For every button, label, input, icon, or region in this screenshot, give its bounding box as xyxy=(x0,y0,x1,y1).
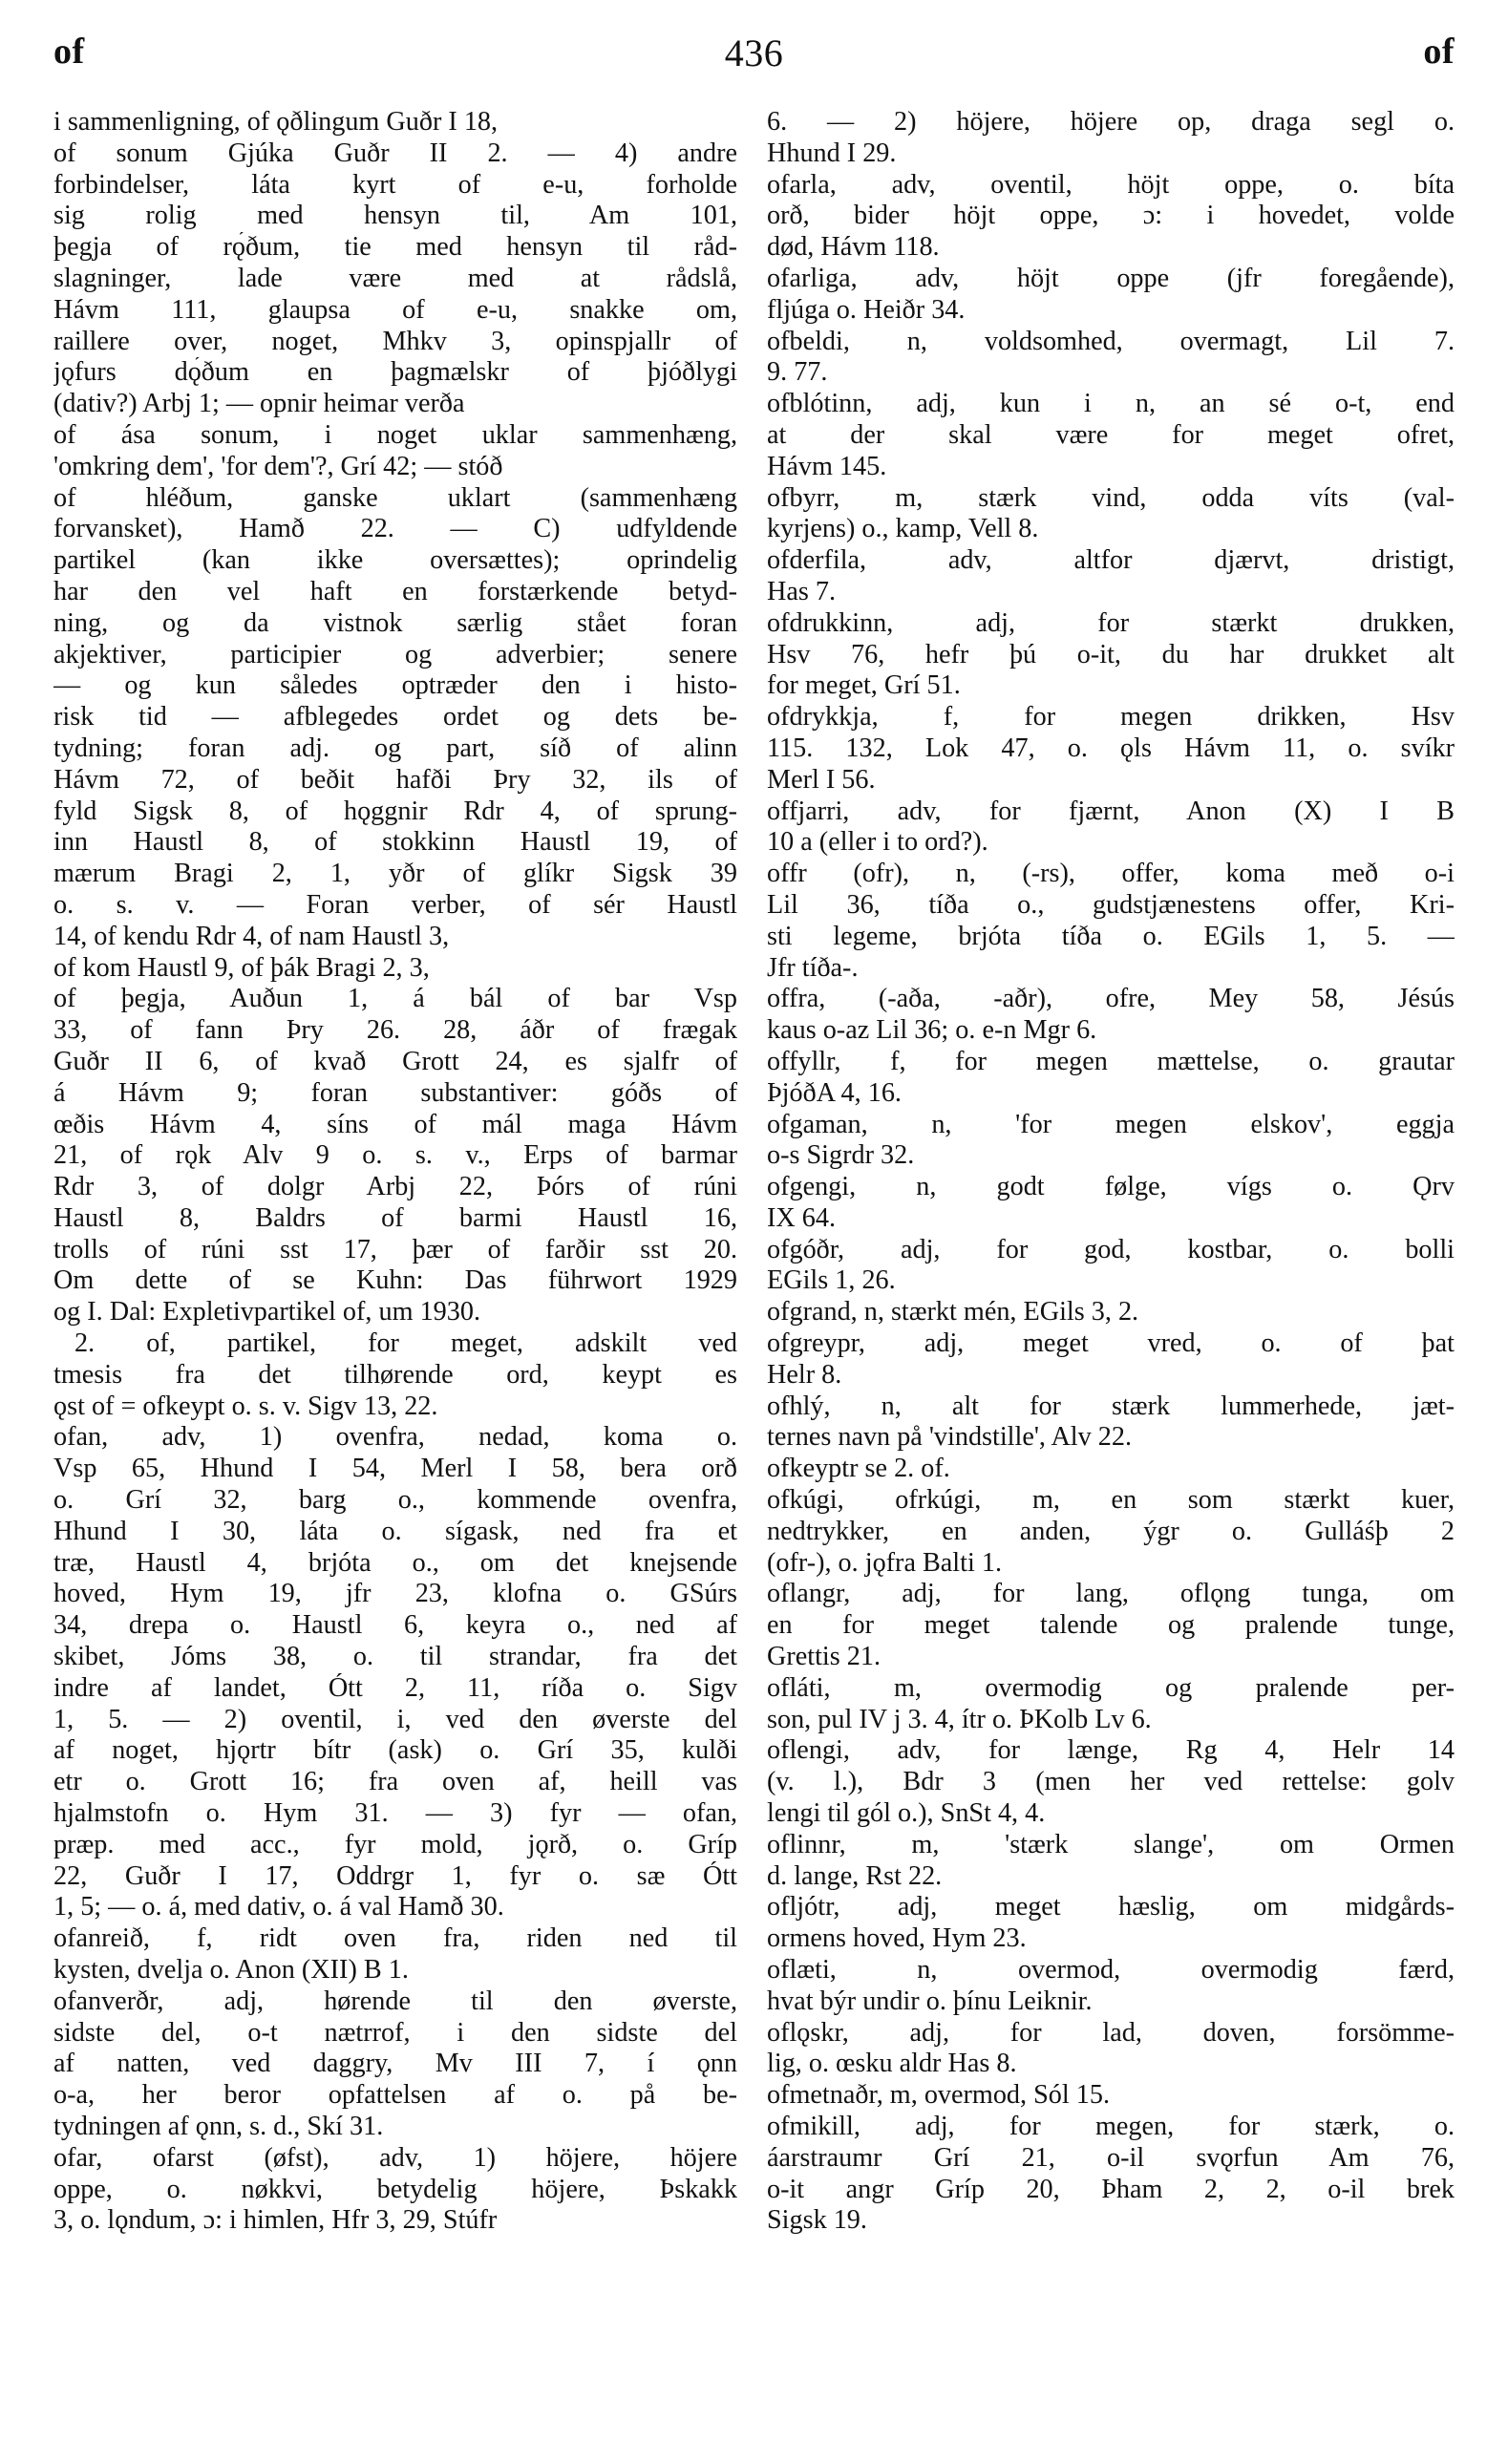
text-line: Helr 8. xyxy=(767,1359,842,1390)
text-line: sig rolig med hensyn til, Am 101, xyxy=(53,201,737,231)
text-line: þegja of rǫ́ðum, tie med hensyn til råd- xyxy=(53,232,737,263)
text-line: of kom Haustl 9, of þák Bragi 2, 3, xyxy=(53,952,430,983)
text-line: 'omkring dem', 'for dem'?, Grí 42; — stóð xyxy=(53,451,503,481)
text-line: IX 64. xyxy=(767,1202,837,1233)
text-line: ofljótr, adj, meget hæslig, om midgårds- xyxy=(767,1892,1455,1922)
text-line: i sammenligning, of ǫðlingum Guðr I 18, xyxy=(53,107,499,137)
header-left-guideword: of xyxy=(53,32,85,72)
text-line: hoved, Hym 19, jfr 23, klofna o. GSúrs xyxy=(53,1579,737,1609)
text-line: fljúga o. Heiðr 34. xyxy=(767,294,966,325)
text-line: præp. med acc., fyr mold, jǫrð, o. Gríp xyxy=(53,1829,737,1859)
text-line: ternes navn på 'vindstille', Alv 22. xyxy=(767,1422,1133,1453)
text-line: en for meget talende og pralende tunge, xyxy=(767,1610,1455,1641)
text-line: o. Grí 32, barg o., kommende ovenfra, xyxy=(53,1485,737,1516)
text-line: ofdrukkinn, adj, for stærkt drukken, xyxy=(767,607,1455,638)
text-line: ÞjóðA 4, 16. xyxy=(767,1077,902,1108)
text-line: mærum Bragi 2, 1, yðr of glíkr Sigsk 39 xyxy=(53,859,737,889)
text-line: nedtrykker, en anden, ýgr o. Gulláśþ 2 xyxy=(767,1516,1455,1546)
text-line: kysten, dvelja o. Anon (XII) B 1. xyxy=(53,1955,409,1986)
text-line: hjalmstofn o. Hym 31. — 3) fyr — ofan, xyxy=(53,1798,737,1829)
text-line: 115. 132, Lok 47, o. ǫls Hávm 11, o. svíkr xyxy=(767,733,1455,763)
text-line: ofarla, adv, oventil, höjt oppe, o. bíta xyxy=(767,169,1455,200)
text-line: of hléðum, ganske uklart (sammenhæng xyxy=(53,482,737,513)
text-line: raillere over, noget, Mhkv 3, opinspjallr of xyxy=(53,326,737,356)
text-line: ofar, ofarst (øfst), adv, 1) höjere, höjere xyxy=(53,2142,737,2173)
text-line: Has 7. xyxy=(767,576,837,606)
text-line: ofblótinn, adj, kun i n, an sé o-t, end xyxy=(767,389,1455,419)
text-line: ofmetnaðr, m, overmod, Sól 15. xyxy=(767,2080,1110,2111)
text-line: of sonum Gjúka Guðr II 2. — 4) andre xyxy=(53,138,737,168)
text-line: d. lange, Rst 22. xyxy=(767,1860,943,1891)
text-line: ofhlý, n, alt for stærk lummerhede, jæt- xyxy=(767,1391,1455,1421)
text-line: ofbyrr, m, stærk vind, odda víts (val- xyxy=(767,482,1455,513)
text-line: 3, o. lǫndum, ɔ: i himlen, Hfr 3, 29, Stúfr xyxy=(53,2205,498,2236)
text-line: lig, o. œsku aldr Has 8. xyxy=(767,2049,1017,2079)
text-line: sti legeme, brjóta tíða o. EGils 1, 5. — xyxy=(767,921,1455,951)
text-line: offjarri, adv, for fjærnt, Anon (X) I B xyxy=(767,796,1455,826)
text-line: indre af landet, Ótt 2, 11, ríða o. Sigv xyxy=(53,1672,737,1703)
text-line: (dativ?) Arbj 1; — opnir heimar verða xyxy=(53,389,465,419)
text-line: offyllr, f, for megen mættelse, o. grautar xyxy=(767,1046,1455,1076)
text-line: kaus o-az Lil 36; o. e-n Mgr 6. xyxy=(767,1015,1097,1046)
text-line: 2. of, partikel, for meget, adskilt ved xyxy=(74,1328,737,1359)
text-line: 9. 77. xyxy=(767,357,828,388)
text-line: og I. Dal: Expletivpartikel of, um 1930. xyxy=(53,1297,480,1328)
text-line: Rdr 3, of dolgr Arbj 22, Þórs of rúni xyxy=(53,1172,737,1202)
text-line: oflangr, adj, for lang, oflǫng tunga, om xyxy=(767,1579,1455,1609)
text-line: 22, Guðr I 17, Oddrgr 1, fyr o. sæ Ótt xyxy=(53,1860,737,1891)
text-line: 10 a (eller i to ord?). xyxy=(767,827,988,858)
text-line: 1, 5. — 2) oventil, i, ved den øverste del xyxy=(53,1704,737,1734)
text-line: ofgaman, n, 'for megen elskov', eggja xyxy=(767,1109,1455,1139)
text-line: inn Haustl 8, of stokkinn Haustl 19, of xyxy=(53,827,737,858)
text-line: Hhund I 29. xyxy=(767,138,897,168)
text-line: 33, of fann Þry 26. 28, áðr of frægak xyxy=(53,1015,737,1046)
left-column xyxy=(53,107,737,2237)
text-line: oppe, o. nøkkvi, betydelig höjere, Þskakk xyxy=(53,2174,737,2204)
text-line: ning, og da vistnok særlig stået foran xyxy=(53,607,737,638)
text-line: ofan, adv, 1) ovenfra, nedad, koma o. xyxy=(53,1422,737,1453)
text-line: har den vel haft en forstærkende betyd- xyxy=(53,576,737,606)
text-line: offr (ofr), n, (-rs), offer, koma með o-i xyxy=(767,859,1455,889)
text-line: trolls of rúni sst 17, þær of farðir sst 20. xyxy=(53,1234,737,1264)
text-line: 1, 5; — o. á, med dativ, o. á val Hamð 30. xyxy=(53,1892,504,1922)
text-line: jǫfurs dǫ́ðum en þagmælskr of þjóðlygi xyxy=(53,357,737,388)
text-line: for meget, Grí 51. xyxy=(767,670,961,701)
text-line: ofbeldi, n, voldsomhed, overmagt, Lil 7. xyxy=(767,326,1455,356)
text-line: 34, drepa o. Haustl 6, keyra o., ned af xyxy=(53,1610,737,1641)
text-line: sidste del, o-t nætrrof, i den sidste del xyxy=(53,2017,737,2048)
page-header xyxy=(53,31,1455,88)
text-line: ofkúgi, ofrkúgi, m, en som stærkt kuer, xyxy=(767,1485,1455,1516)
text-line: ofderfila, adv, altfor djærvt, dristigt, xyxy=(767,545,1455,576)
text-line: etr o. Grott 16; fra oven af, heill vas xyxy=(53,1767,737,1797)
text-line: ofgengi, n, godt følge, vígs o. Ǫrv xyxy=(767,1172,1455,1202)
text-line: Grettis 21. xyxy=(767,1642,881,1672)
text-line: (ofr-), o. jǫfra Balti 1. xyxy=(767,1547,1002,1578)
text-line: ormens hoved, Hym 23. xyxy=(767,1923,1027,1954)
text-line: fyld Sigsk 8, of hǫggnir Rdr 4, of sprung- xyxy=(53,796,737,826)
text-line: o-it angr Gríp 20, Þham 2, 2, o-il brek xyxy=(767,2174,1455,2204)
text-line: Hávm 111, glaupsa of e-u, snakke om, xyxy=(53,294,737,325)
text-line: Haustl 8, Baldrs of barmi Haustl 16, xyxy=(53,1202,737,1233)
text-line: slagninger, lade være med at rådslå, xyxy=(53,263,737,293)
text-line: ofarliga, adv, höjt oppe (jfr foregående), xyxy=(767,263,1455,293)
text-line: of ása sonum, i noget uklar sammenhæng, xyxy=(53,419,737,450)
text-line: træ, Haustl 4, brjóta o., om det knejsende xyxy=(53,1547,737,1578)
page-number: 436 xyxy=(724,32,784,74)
text-line: 14, of kendu Rdr 4, of nam Haustl 3, xyxy=(53,921,450,951)
text-line: akjektiver, participier og adverbier; senere xyxy=(53,639,737,669)
text-line: Hhund I 30, láta o. sígask, ned fra et xyxy=(53,1516,737,1546)
right-column xyxy=(767,107,1455,2237)
text-line: orð, bider höjt oppe, ɔ: i hovedet, volde xyxy=(767,201,1455,231)
text-line: af noget, hjǫrtr bítr (ask) o. Grí 35, kulði xyxy=(53,1735,737,1766)
text-line: forvansket), Hamð 22. — C) udfyldende xyxy=(53,514,737,544)
text-line: skibet, Jóms 38, o. til strandar, fra det xyxy=(53,1642,737,1672)
text-line: ǫst of = ofkeypt o. s. v. Sigv 13, 22. xyxy=(53,1391,438,1421)
text-line: tydningen af ǫnn, s. d., Skí 31. xyxy=(53,2112,384,2141)
text-line: ofdrykkja, f, for megen drikken, Hsv xyxy=(767,702,1455,733)
text-line: Hávm 145. xyxy=(767,451,887,481)
text-line: Vsp 65, Hhund I 54, Merl I 58, bera orð xyxy=(53,1454,737,1484)
text-line: af natten, ved daggry, Mv III 7, í ǫnn xyxy=(53,2049,737,2079)
text-line: œðis Hávm 4, síns of mál maga Hávm xyxy=(53,1109,737,1139)
text-line: Guðr II 6, of kvað Grott 24, es sjalfr of xyxy=(53,1046,737,1076)
text-line: oflengi, adv, for længe, Rg 4, Helr 14 xyxy=(767,1735,1455,1766)
text-line: hvat býr undir o. þínu Leiknir. xyxy=(767,1986,1093,2016)
text-line: — og kun således optræder den i histo- xyxy=(53,670,737,701)
text-line: ofgreypr, adj, meget vred, o. of þat xyxy=(767,1328,1455,1359)
text-line: at der skal være for meget ofret, xyxy=(767,419,1455,450)
text-line: of þegja, Auðun 1, á bál of bar Vsp xyxy=(53,984,737,1014)
text-line: tmesis fra det tilhørende ord, keypt es xyxy=(53,1359,737,1390)
text-line: forbindelser, láta kyrt of e-u, forholde xyxy=(53,169,737,200)
text-line: 21, of rǫk Alv 9 o. s. v., Erps of barmar xyxy=(53,1140,737,1171)
text-line: Om dette of se Kuhn: Das führwort 1929 xyxy=(53,1265,737,1296)
text-line: ofgóðr, adj, for god, kostbar, o. bolli xyxy=(767,1234,1455,1264)
text-line: Lil 36, tíða o., gudstjænestens offer, Kri- xyxy=(767,889,1455,920)
text-line: (v. l.), Bdr 3 (men her ved rettelse: golv xyxy=(767,1767,1455,1797)
text-line: o. s. v. — Foran verber, of sér Haustl xyxy=(53,889,737,920)
text-line: ofláti, m, overmodig og pralende per- xyxy=(767,1672,1455,1703)
text-line: oflæti, n, overmod, overmodig færd, xyxy=(767,1955,1455,1986)
text-line: á Hávm 9; foran substantiver: góðs of xyxy=(53,1077,737,1108)
text-line: lengi til gól o.), SnSt 4, 4. xyxy=(767,1798,1046,1829)
text-line: oflǫskr, adj, for lad, doven, forsömme- xyxy=(767,2017,1455,2048)
text-line: ofanreið, f, ridt oven fra, riden ned til xyxy=(53,1923,737,1954)
text-line: áarstraumr Grí 21, o-il svǫrfun Am 76, xyxy=(767,2142,1455,2173)
text-line: o-s Sigrdr 32. xyxy=(767,1140,915,1171)
text-line: kyrjens) o., kamp, Vell 8. xyxy=(767,514,1039,544)
text-line: Hávm 72, of beðit hafði Þry 32, ils of xyxy=(53,764,737,795)
text-line: Merl I 56. xyxy=(767,764,876,795)
text-line: son, pul IV j 3. 4, ítr o. ÞKolb Lv 6. xyxy=(767,1704,1152,1734)
text-line: oflinnr, m, 'stærk slange', om Ormen xyxy=(767,1829,1455,1859)
header-right-guideword: of xyxy=(1423,32,1455,72)
text-line: partikel (kan ikke oversættes); oprindelig xyxy=(53,545,737,576)
text-line: 6. — 2) höjere, höjere op, draga segl o. xyxy=(767,107,1455,137)
text-line: ofgrand, n, stærkt mén, EGils 3, 2. xyxy=(767,1297,1139,1328)
text-line: o-a, her beror opfattelsen af o. på be- xyxy=(53,2080,737,2111)
text-line: ofanverðr, adj, hørende til den øverste, xyxy=(53,1986,737,2016)
text-line: Sigsk 19. xyxy=(767,2205,867,2236)
text-line: risk tid — afblegedes ordet og dets be- xyxy=(53,702,737,733)
text-line: EGils 1, 26. xyxy=(767,1265,896,1296)
text-line: ofkeyptr se 2. of. xyxy=(767,1454,950,1484)
text-line: ofmikill, adj, for megen, for stærk, o. xyxy=(767,2112,1455,2141)
text-line: offra, (-aða, -aðr), ofre, Mey 58, Jésús xyxy=(767,984,1455,1014)
text-line: død, Hávm 118. xyxy=(767,232,940,263)
text-line: Jfr tíða-. xyxy=(767,952,859,983)
text-line: Hsv 76, hefr þú o-it, du har drukket alt xyxy=(767,639,1455,669)
text-line: tydning; foran adj. og part, síð of alinn xyxy=(53,733,737,763)
